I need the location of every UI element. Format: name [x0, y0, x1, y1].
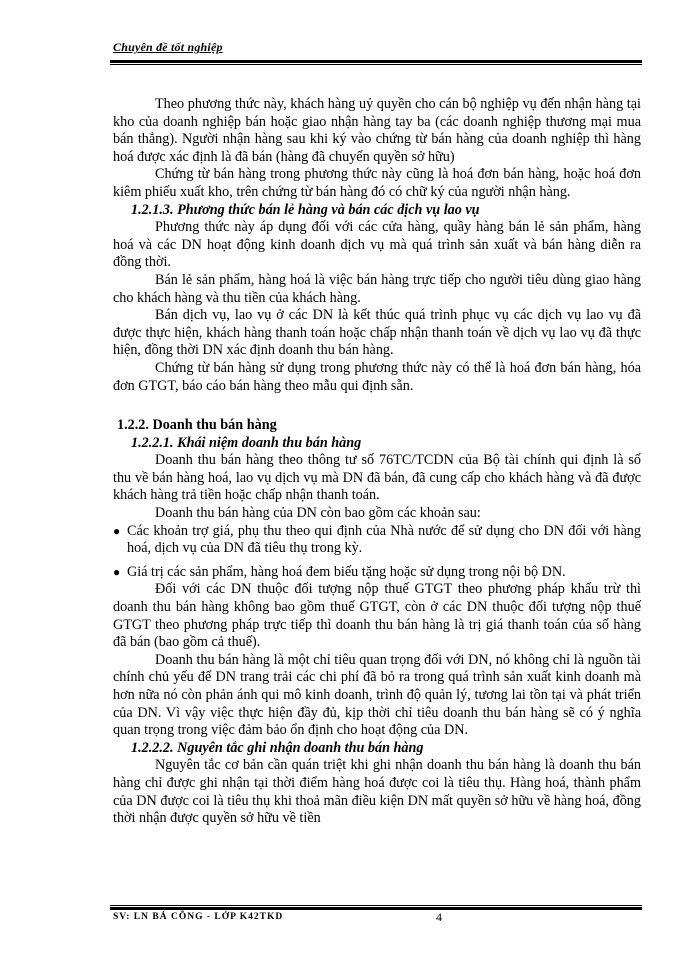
bullet-item — [113, 564, 641, 582]
header-rule-thin — [110, 64, 642, 65]
paragraph: Doanh thu bán hàng theo thông tư số 76TC/TCDN của Bộ tài chính qui định là số thu về bán hàng hoá, lao vụ dịch vụ mà DN đã bán, đã cung cấp cho khách hàng và đã được khách hàng trả tiền hoặc chấp nhận thanh toán. — [113, 452, 641, 504]
subsection-heading: 1.2.2.1. Khái niệm doanh thu bán hàng — [131, 434, 362, 451]
paragraph: Bán lẻ sản phẩm, hàng hoá là việc bán hàng trực tiếp cho người tiêu dùng giao hàng cho khách hàng và thu tiền của khách hàng. — [113, 271, 641, 306]
bullet-icon: ● — [113, 564, 121, 579]
paragraph: Doanh thu bán hàng của DN còn bao gồm các khoản sau: — [155, 505, 481, 522]
header-rule-thick — [110, 60, 642, 63]
paragraph: Đối với các DN thuộc đối tượng nộp thuế GTGT theo phương pháp khấu trừ thì doanh thu bán hàng không bao gồm thuế GTGT, còn ở các DN thuộc đối tượng nộp thuế GTGT theo phương pháp trực tiếp thì doanh thu bán hàng là trị giá thanh toán của số hàng đã bán (bao gồm cả thuế). — [113, 581, 641, 651]
page-number: 4 — [436, 910, 442, 924]
footer-author: SV: LN BÁ CÔNG - LỚP K42TKD — [113, 912, 284, 922]
page-body — [113, 96, 641, 828]
bullet-text: Các khoản trợ giá, phụ thu theo qui định của Nhà nước để sử dụng cho DN đối với hàng hoá, dịch vụ của DN đã tiêu thụ trong kỳ. — [127, 522, 641, 557]
footer-rule-thick — [110, 907, 642, 910]
bullet-text: Giá trị các sản phẩm, hàng hoá đem biếu tặng hoặc sử dụng trong nội bộ DN. — [127, 563, 566, 580]
subsection-heading: 1.2.1.3. Phương thức bán lẻ hàng và bán các dịch vụ lao vụ — [131, 201, 480, 218]
running-header-title: Chuyên đề tốt nghiệp — [113, 40, 223, 54]
paragraph: Chứng từ bán hàng trong phương thức này cũng là hoá đơn bán hàng, hoặc hoá đơn kiêm phiếu xuất kho, trên chứng từ bán hàng đó có chữ ký của người nhận hàng. — [113, 166, 641, 200]
paragraph: Theo phương thức này, khách hàng uỷ quyền cho cán bộ nghiệp vụ đến nhận hàng tại kho của doanh nghiệp bán hoặc giao nhận hàng tay ba (các doanh nghiệp thương mại mua bán thẳng). Người nhận hàng sau khi ký vào chứng từ bán hàng của doanh nghiệp thì hàng hoá được xác định là đã bán (hàng đã chuyển quyền sở hữu) — [113, 96, 641, 165]
paragraph: Nguyên tắc cơ bản cần quán triệt khi ghi nhận doanh thu bán hàng là doanh thu bán hàng chỉ được ghi nhận tại thời điểm hàng hoá được coi là tiêu thụ. Hàng hoá, thành phẩm của DN được coi là tiêu thụ khi thoả mãn điều kiện DN mất quyền sở hữu về hàng hoá, đồng thời nhận được quyền sở hữu về tiền — [113, 757, 641, 827]
paragraph: Phương thức này áp dụng đối với các cửa hàng, quầy hàng bán lẻ sản phẩm, hàng hoá và các DN hoạt động kinh doanh dịch vụ mà quá trình sản xuất và bán hàng diễn ra đồng thời. — [113, 219, 641, 271]
section-heading: 1.2.2. Doanh thu bán hàng — [117, 417, 277, 434]
paragraph: Doanh thu bán hàng là một chỉ tiêu quan trọng đối với DN, nó không chỉ là nguồn tài chính chủ yếu để DN trang trải các chi phí đã bỏ ra trong quá trình sản xuất kinh doanh mà hơn nữa nó còn phản ánh qui mô kinh doanh, trình độ quản lý, tương lai tồn tại và phát triển của DN. Vì vậy việc thực hiện đầy đủ, kịp thời chỉ tiêu doanh thu bán hàng sẽ có ý nghĩa quan trọng trong việc đảm bảo ổn định cho hoạt động của DN. — [113, 651, 641, 739]
paragraph: Bán dịch vụ, lao vụ ở các DN là kết thúc quá trình phục vụ các dịch vụ lao vụ đã được thực hiện, khách hàng thanh toán hoặc chấp nhận thanh toán về dịch vụ lao vụ đã thực hiện, đồng thời DN xác định doanh thu bán hàng. — [113, 307, 641, 359]
subsection-heading: 1.2.2.2. Nguyên tắc ghi nhận doanh thu bán hàng — [131, 739, 424, 756]
bullet-item — [113, 523, 641, 558]
footer-rule-thin — [110, 905, 642, 906]
bullet-icon: ● — [113, 523, 121, 538]
paragraph: Chứng từ bán hàng sử dụng trong phương thức này có thể là hoá đơn bán hàng, hóa đơn GTGT, báo cáo bán hàng theo mẫu qui định sẵn. — [113, 359, 641, 394]
